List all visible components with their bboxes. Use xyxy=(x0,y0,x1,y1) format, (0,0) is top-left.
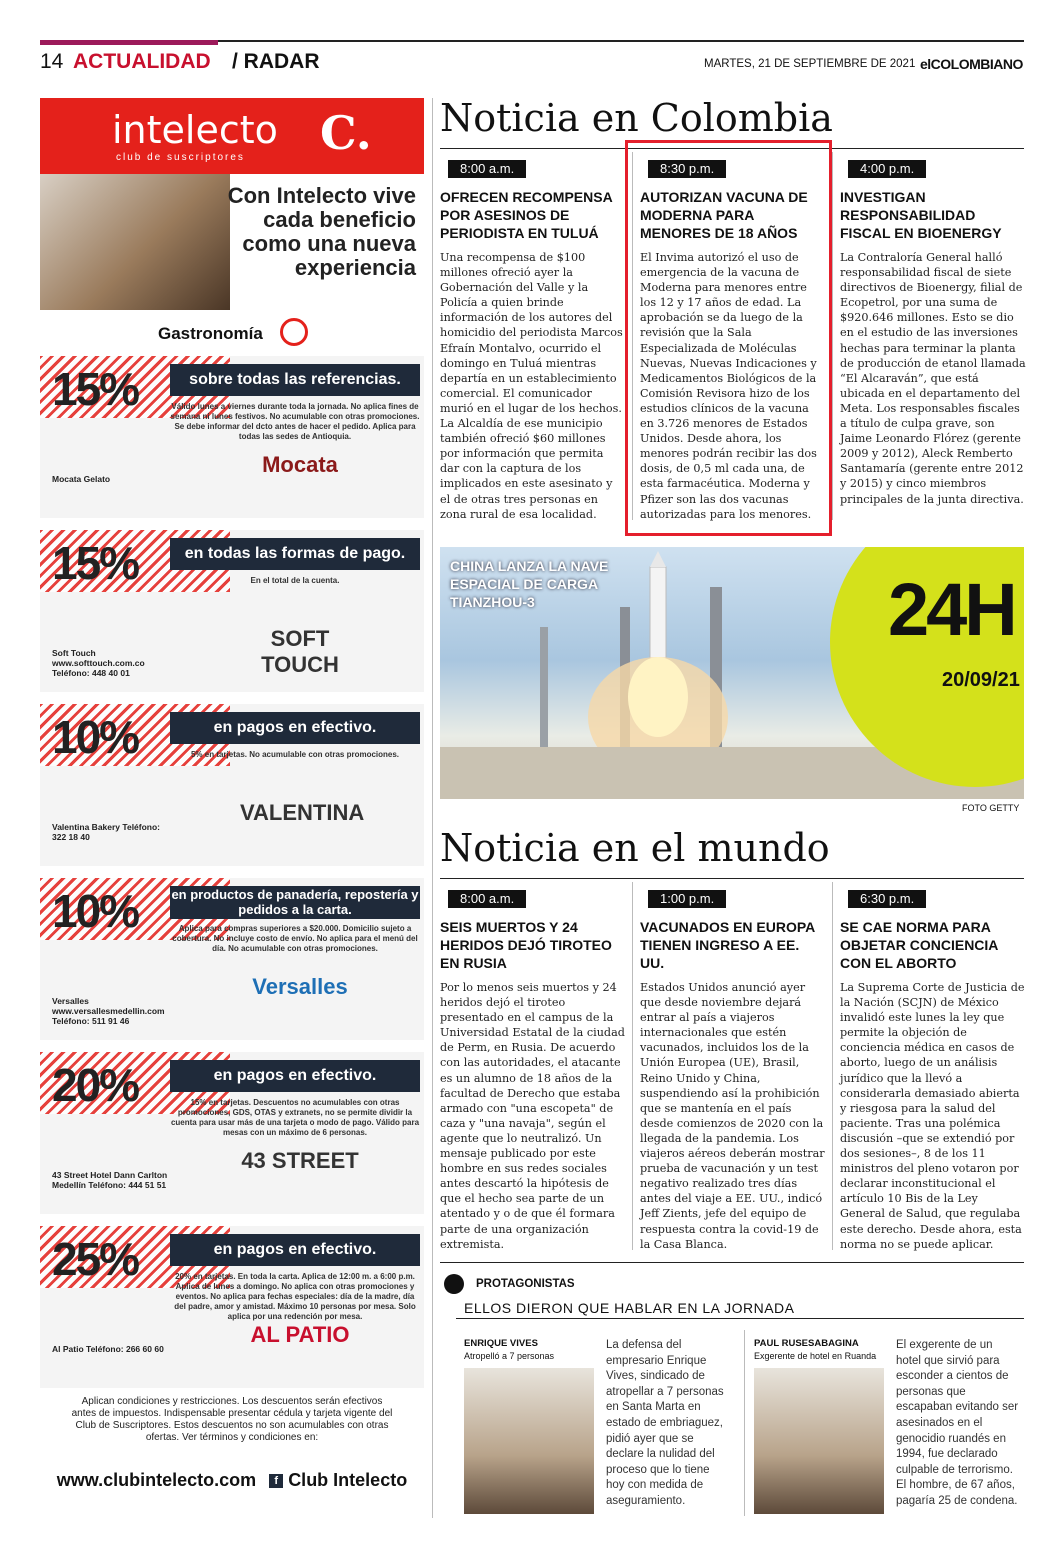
protagonistas-subtitle: ELLOS DIERON QUE HABLAR EN LA JORNADA xyxy=(464,1300,795,1316)
coupon-logo: Versalles xyxy=(252,974,348,999)
coupon-percent: 20% xyxy=(52,1059,139,1111)
coupon-terms: En el total de la cuenta. xyxy=(250,576,340,585)
coupon-card xyxy=(40,1226,424,1388)
column-rule xyxy=(632,152,633,520)
coupon-logo: SOFT TOUCH xyxy=(261,626,339,677)
coupon-logo: Mocata xyxy=(262,452,338,477)
timestamp-badge: 8:00 a.m. xyxy=(448,890,526,908)
coupon-card xyxy=(40,356,424,518)
news-body: El Invima autorizó el uso de emergencia de la vacuna de Moderna para menores entre los 12 y 17 años de edad. La aprobación se da luego de la revisión que la Sala Especializada de Moléculas Nuevas, Nuevas Indicaciones y Medicamentos Biológicos de la Comisión Revisora hizo de los estudios clínicos de la vacuna en 3.726 menores de Estados Unidos. Desde ahora, los menores podrán recibir las dos dosis, de 0,5 ml cada una, de esta farmacéutica. Moderna y Pfizer son las dos vacunas autorizadas para los menores. xyxy=(640,251,817,521)
issue-date: MARTES, 21 DE SEPTIEMBRE DE 2021 xyxy=(704,58,916,70)
timestamp-badge: 8:00 a.m. xyxy=(448,160,526,178)
coupon-card xyxy=(40,1052,424,1214)
person-photo xyxy=(464,1368,594,1514)
ad-url[interactable] xyxy=(40,1470,424,1491)
mundo-title: Noticia en el mundo xyxy=(440,826,830,870)
coupon-title: en pagos en efectivo. xyxy=(170,1060,420,1092)
page-number: 14 xyxy=(40,50,64,73)
newspaper-brand: elCOLOMBIANO xyxy=(920,56,1023,72)
news-body: La Suprema Corte de Justicia de la Nación (SCJN) de México invalidó este lunes la ley que permite la objeción de conciencia médica en casos de aborto, luego de un análisis jurídico que la llevó a considerarla demasiado abierta y riesgosa para la salud del paciente. Tras una polémica discusión –que se extendió por dos sesiones–, 8 de los 11 ministros del pleno votaron por declarar inconstitucional el artículo 10 Bis de la Ley General de Salud, que regulaba este derecho. Desde ahora, esta norma no se puede aplicar. xyxy=(840,981,1025,1251)
coupon-percent: 15% xyxy=(52,363,139,415)
coupon-percent: 25% xyxy=(52,1233,139,1285)
person-role: Atropelló a 7 personas xyxy=(464,1351,555,1361)
coupon-title: en productos de panadería, repostería y pedidos a la carta. xyxy=(171,887,419,917)
protagonistas-divider xyxy=(744,1330,745,1516)
colombia-title: Noticia en Colombia xyxy=(440,96,833,140)
ad-url-text[interactable]: www.clubintelecto.com xyxy=(56,1470,257,1490)
news-headline[interactable]: AUTORIZAN VACUNA DE MODERNA PARA MENORES DE 18 AÑOS xyxy=(640,189,808,241)
coupon-card xyxy=(40,530,424,692)
ad-footer: Aplican condiciones y restricciones. Los descuentos serán efectivos antes de impuestos. Indispensable presentar cédula y tarjeta vigente del Club de Suscriptores. Estos descuentos no son acumulables con otras ofertas. Ver términos y condiciones en: xyxy=(71,1396,393,1443)
coupon-logo: AL PATIO xyxy=(250,1322,350,1347)
column-rule xyxy=(832,152,833,520)
person-name: ENRIQUE VIVES xyxy=(464,1338,538,1349)
ad-header xyxy=(40,98,424,174)
coupon-terms: 20% en tarjetas. En toda la carta. Aplica de 12:00 m. a 6:00 p.m. Aplica de lunes a domingo. No aplica con otras promociones y eventos. No aplica para fechas especiales: día de la madre, día del padre, amor y amistad. Máximo 10 personas por mesa. Solo aplica por una redención por mesa. xyxy=(174,1272,416,1321)
coupon-terms: 15% en tarjetas. Descuentos no acumulables con otras promociones, GDS, OTAS y extranets, no se permite dividir la cuenta para usar más de una tarjeta o modo de pago. Válido para mesas con un máximo de 6 personas. xyxy=(170,1098,420,1137)
coupon-terms: 5% en tarjetas. No acumulable con otras promociones. xyxy=(190,750,400,759)
ad-category: Gastronomía xyxy=(158,324,263,343)
coupon-percent: 10% xyxy=(52,711,139,763)
intelecto-ad xyxy=(40,98,424,1518)
column-divider xyxy=(432,98,433,1518)
ad-logo-c: C. xyxy=(320,106,372,160)
chef-hat-icon xyxy=(280,318,308,346)
ad-logo: intelecto xyxy=(112,108,278,152)
news-body: Por lo menos seis muertos y 24 heridos dejó el tiroteo presentado en el campus de la Universidad Estatal de la ciudad de Perm, en Rusia. De acuerdo con las autoridades, el atacante es un alumno de 18 años de la facultad de Derecho que estaba armado con "una escopeta" de caza y "una navaja", según el agente que lo neutralizó. Un mensaje publicado por este hombre en sus redes sociales antes descartó la hipótesis de que el hecho sea parte de un atentado y o de que él formara parte de una organización extremista. xyxy=(440,981,625,1251)
protagonistas-label: PROTAGONISTAS xyxy=(476,1278,575,1290)
column-rule xyxy=(632,882,633,1250)
coupon-logo: 43 STREET xyxy=(241,1148,359,1173)
photo-credit: FOTO GETTY xyxy=(962,803,1020,813)
person-photo xyxy=(754,1368,884,1514)
person-role: Exgerente de hotel en Ruanda xyxy=(754,1351,877,1361)
dessert-photo xyxy=(40,174,230,310)
news-body: Una recompensa de $100 millones ofreció ayer la Gobernación del Valle y la Policía a quien brinde información de los autores del homicidio del periodista Marcos Efraín Montalvo, ocurrido el domingo en Tuluá mientras departía en un establecimiento comercial. El comunicador murió en el lugar de los hechos. La Alcaldía de ese municipio también ofreció $60 millones por información que permita dar con la captura de los implicados en este asesinato y el de otras tres personas en zona rural de esa localidad. xyxy=(440,251,623,521)
ad-logo-sub: club de suscriptores xyxy=(116,152,245,163)
timestamp-badge: 1:00 p.m. xyxy=(648,890,726,908)
coupon-percent: 15% xyxy=(52,537,139,589)
coupon-business: Al Patio Teléfono: 266 60 60 xyxy=(52,1344,164,1354)
protagonistas-subrule xyxy=(456,1318,1024,1319)
ad-slogan: Con Intelecto vive cada beneficio como una nueva experiencia xyxy=(227,183,416,280)
timestamp-badge: 4:00 p.m. xyxy=(848,160,926,178)
news-body: Estados Unidos anunció ayer que desde noviembre dejará entrar al país a viajeros internacionales que estén vacunados, incluidos los de la Unión Europea (UE), Brasil, Reino Unido y China, suspendiendo así la prohibición que se mantenía en el país desde comienzos de 2020 con la llegada de la pandemia. Los viajeros aéreos deberán mostrar prueba de vacunación y un test negativo realizado tres días antes del viaje a EE. UU., indicó Jeff Zients, jefe del equipo de respuesta contra la covid-19 de la Casa Blanca. xyxy=(640,981,825,1251)
24h-date: 20/09/21 xyxy=(942,669,1020,691)
coupon-terms: Aplica para compras superiores a $20.000. Domicilio sujeto a cobertura. No incluye costo de envío. No aplica para el menú del día. No acumulable con otras promociones. xyxy=(172,924,418,953)
facebook-icon: f xyxy=(269,1474,283,1488)
protagonistas-rule xyxy=(440,1262,1024,1263)
coupon-logo: VALENTINA xyxy=(240,800,365,825)
news-headline[interactable]: OFRECEN RECOMPENSA POR ASESINOS DE PERIODISTA EN TULUÁ xyxy=(440,189,613,241)
section-title: ACTUALIDAD xyxy=(73,50,211,73)
news-headline[interactable]: SEIS MUERTOS Y 24 HERIDOS DEJÓ TIROTEO EN RUSIA xyxy=(440,919,612,971)
timestamp-badge: 6:30 p.m. xyxy=(848,890,926,908)
coupon-title: en pagos en efectivo. xyxy=(170,712,420,744)
coupon-business: Mocata Gelato xyxy=(52,474,111,484)
coupon-card xyxy=(40,878,424,1040)
24h-text: 24H xyxy=(888,568,1015,651)
coupon-percent: 10% xyxy=(52,885,139,937)
rocket-photo xyxy=(440,547,1024,799)
subsection-title: / RADAR xyxy=(232,50,320,73)
coupon-title: en pagos en efectivo. xyxy=(170,1234,420,1266)
person-name: PAUL RUSESABAGINA xyxy=(754,1338,859,1349)
column-rule xyxy=(832,882,833,1250)
coupon-title: sobre todas las referencias. xyxy=(170,364,420,396)
news-headline[interactable]: INVESTIGAN RESPONSABILIDAD FISCAL EN BIOENERGY xyxy=(840,189,1002,241)
timestamp-badge: 8:30 p.m. xyxy=(648,160,726,178)
person-text: El exgerente de un hotel que sirvió para esconder a cientos de personas que escapaban evitando ser asesinados en el genocidio ruandés en 1994, fue declarado culpable de terrorismo. El hombre, de 67 años, pagaría 25 de condena. xyxy=(896,1339,1019,1507)
header-accent xyxy=(40,40,218,45)
coupon-terms: Válido lunes a viernes durante toda la jornada. No aplica fines de semana ni lunes festivos. No acumulable con otras promociones. Se debe informar del dcto antes de hacer el pedido. Aplica para todas las sedes de Antioquia. xyxy=(170,402,420,441)
news-body: La Contraloría General halló responsabilidad fiscal de siete directivos de Bioenergy, filial de Ecopetrol, por una suma de $920.646 millones. Esto se dio en el estudio de las inversiones hechas para terminar la planta de producción de etanol llamada “El Alcaraván”, que está ubicada en el departamento del Meta. Los responsables fiscales a título de culpa grave, son Jaime Leonardo Flórez (gerente 2009 y 2012), Aleck Remberto Santamaría (gerente entre 2012 y 2015) y cinco miembros principales de la junta directiva. xyxy=(840,251,1026,506)
mundo-rule xyxy=(440,878,1024,879)
coupon-title: en todas las formas de pago. xyxy=(170,538,420,570)
photo-caption: CHINA LANZA LA NAVE ESPACIAL DE CARGA TIANZHOU-3 xyxy=(450,558,609,610)
person-icon xyxy=(444,1274,464,1294)
coupon-business: Versalles www.versallesmedellin.com Teléfono: 511 91 46 xyxy=(52,996,165,1026)
coupon-business: 43 Street Hotel Dann Carlton Medellín Teléfono: 444 51 51 xyxy=(52,1170,168,1190)
coupon-business: Valentina Bakery Teléfono: 322 18 40 xyxy=(52,822,161,842)
news-headline[interactable]: VACUNADOS EN EUROPA TIENEN INGRESO A EE. UU. xyxy=(640,919,815,971)
news-headline[interactable]: SE CAE NORMA PARA OBJETAR CONCIENCIA CON EL ABORTO xyxy=(840,919,998,971)
person-text: La defensa del empresario Enrique Vives, sindicado de atropellar a 7 personas en Santa Marta en estado de embriaguez, pidió ayer que se declare la nulidad del proceso que lo tiene hoy con medida de aseguramiento. xyxy=(606,1339,724,1507)
ad-social[interactable]: Club Intelecto xyxy=(288,1470,408,1490)
coupon-business: Soft Touch www.softtouch.com.co Teléfono: 448 40 01 xyxy=(52,648,145,678)
coupon-card xyxy=(40,704,424,866)
